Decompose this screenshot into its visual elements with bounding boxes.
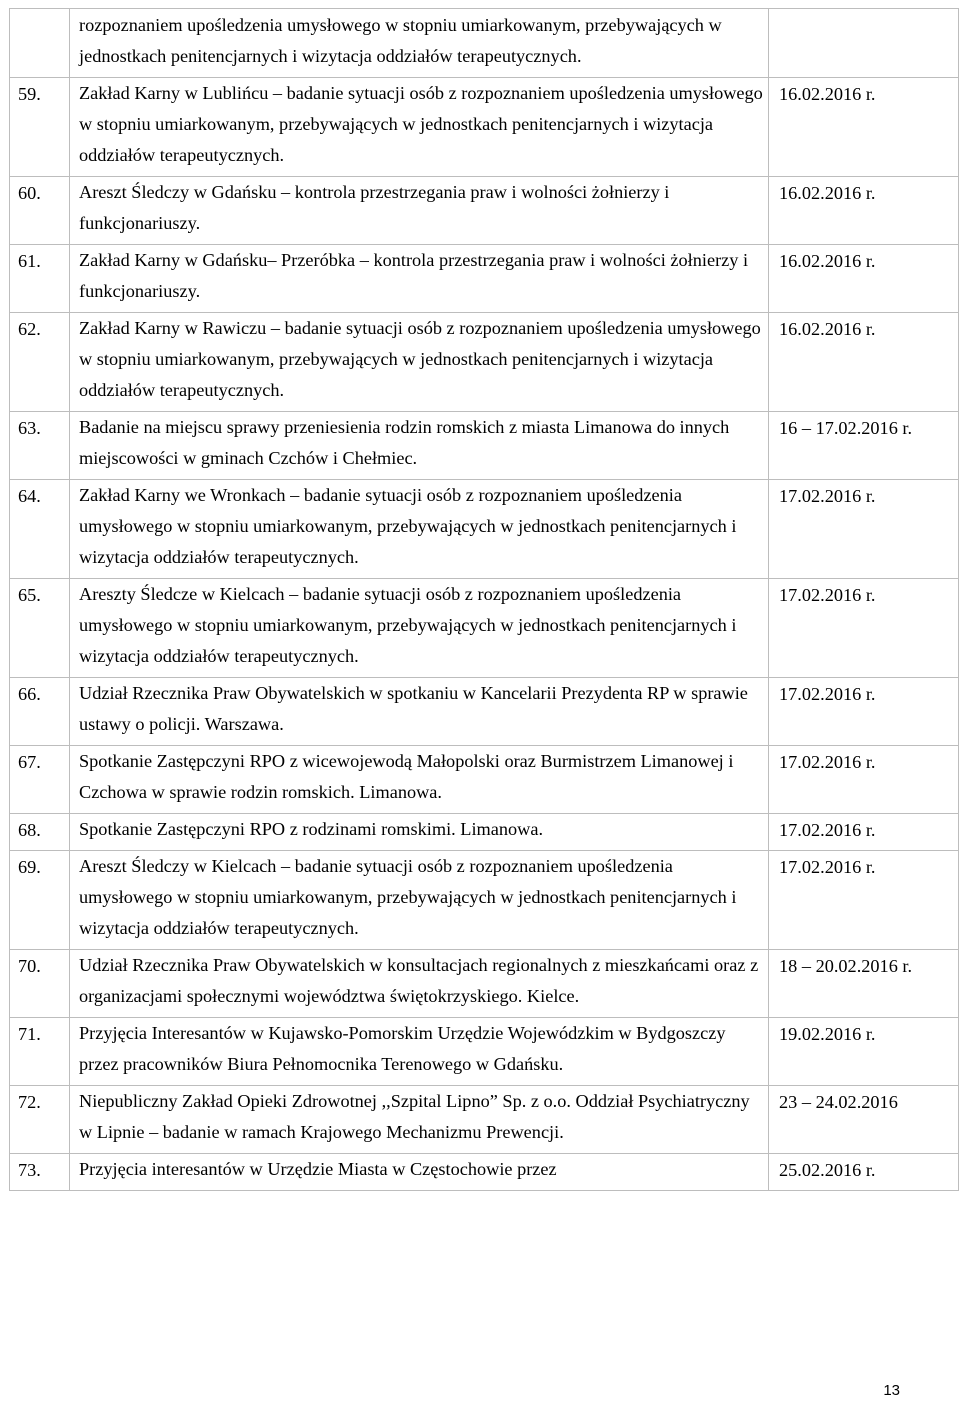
item-number: 68. xyxy=(10,814,70,851)
item-description: Udział Rzecznika Praw Obywatelskich w konsultacjach regionalnych z mieszkańcami oraz z organizacjami społecznymi województwa świętokrzyskiego. Kielce. xyxy=(70,950,769,1018)
item-description: Udział Rzecznika Praw Obywatelskich w spotkaniu w Kancelarii Prezydenta RP w sprawie ustawy o policji. Warszawa. xyxy=(70,678,769,746)
item-date: 25.02.2016 r. xyxy=(769,1154,959,1191)
item-date: 16.02.2016 r. xyxy=(769,245,959,313)
item-number: 73. xyxy=(10,1154,70,1191)
item-description: rozpoznaniem upośledzenia umysłowego w stopniu umiarkowanym, przebywających w jednostkach penitencjarnych i wizytacja oddziałów terapeutycznych. xyxy=(70,9,769,78)
item-description: Badanie na miejscu sprawy przeniesienia rodzin romskich z miasta Limanowa do innych miejscowości w gminach Czchów i Chełmiec. xyxy=(70,412,769,480)
item-number: 62. xyxy=(10,313,70,412)
item-number: 64. xyxy=(10,480,70,579)
item-date: 16.02.2016 r. xyxy=(769,313,959,412)
table-row xyxy=(10,313,959,412)
item-date: 17.02.2016 r. xyxy=(769,814,959,851)
table-row xyxy=(10,579,959,678)
item-description: Spotkanie Zastępczyni RPO z wicewojewodą Małopolski oraz Burmistrzem Limanowej i Czchowa w sprawie rodzin romskich. Limanowa. xyxy=(70,746,769,814)
item-date: 17.02.2016 r. xyxy=(769,579,959,678)
item-number: 71. xyxy=(10,1018,70,1086)
table-row xyxy=(10,1018,959,1086)
item-description: Zakład Karny w Lublińcu – badanie sytuacji osób z rozpoznaniem upośledzenia umysłowego w stopniu umiarkowanym, przebywających w jednostkach penitencjarnych i wizytacja oddziałów terapeutycznych. xyxy=(70,78,769,177)
item-date: 17.02.2016 r. xyxy=(769,480,959,579)
item-number: 60. xyxy=(10,177,70,245)
item-description: Zakład Karny w Rawiczu – badanie sytuacji osób z rozpoznaniem upośledzenia umysłowego w stopniu umiarkowanym, przebywających w jednostkach penitencjarnych i wizytacja oddziałów terapeutycznych. xyxy=(70,313,769,412)
table-row xyxy=(10,78,959,177)
item-number: 65. xyxy=(10,579,70,678)
item-description: Przyjęcia interesantów w Urzędzie Miasta w Częstochowie przez xyxy=(70,1154,769,1191)
item-number: 72. xyxy=(10,1086,70,1154)
table-row xyxy=(10,245,959,313)
page-number: 13 xyxy=(883,1382,900,1399)
item-description: Areszt Śledczy w Kielcach – badanie sytuacji osób z rozpoznaniem upośledzenia umysłowego w stopniu umiarkowanym, przebywających w jednostkach penitencjarnych i wizytacja oddziałów terapeutycznych. xyxy=(70,851,769,950)
table-row xyxy=(10,851,959,950)
item-number: 63. xyxy=(10,412,70,480)
table-row xyxy=(10,1154,959,1191)
events-table-body xyxy=(10,9,959,1191)
item-date: 23 – 24.02.2016 xyxy=(769,1086,959,1154)
item-description: Areszty Śledcze w Kielcach – badanie sytuacji osób z rozpoznaniem upośledzenia umysłowego w stopniu umiarkowanym, przebywających w jednostkach penitencjarnych i wizytacja oddziałów terapeutycznych. xyxy=(70,579,769,678)
item-date: 16.02.2016 r. xyxy=(769,78,959,177)
table-row xyxy=(10,746,959,814)
item-date: 17.02.2016 r. xyxy=(769,678,959,746)
item-date: 17.02.2016 r. xyxy=(769,746,959,814)
item-number: 61. xyxy=(10,245,70,313)
item-number: 69. xyxy=(10,851,70,950)
table-row xyxy=(10,814,959,851)
item-description: Spotkanie Zastępczyni RPO z rodzinami romskimi. Limanowa. xyxy=(70,814,769,851)
item-number: 59. xyxy=(10,78,70,177)
item-description: Zakład Karny w Gdańsku– Przeróbka – kontrola przestrzegania praw i wolności żołnierzy i funkcjonariuszy. xyxy=(70,245,769,313)
item-date: 18 – 20.02.2016 r. xyxy=(769,950,959,1018)
item-number xyxy=(10,9,70,78)
item-date: 17.02.2016 r. xyxy=(769,851,959,950)
item-description: Niepubliczny Zakład Opieki Zdrowotnej ,,Szpital Lipno” Sp. z o.o. Oddział Psychiatryczny w Lipnie – badanie w ramach Krajowego Mechanizmu Prewencji. xyxy=(70,1086,769,1154)
table-row xyxy=(10,678,959,746)
table-row xyxy=(10,480,959,579)
item-date: 16 – 17.02.2016 r. xyxy=(769,412,959,480)
item-description: Zakład Karny we Wronkach – badanie sytuacji osób z rozpoznaniem upośledzenia umysłowego w stopniu umiarkowanym, przebywających w jednostkach penitencjarnych i wizytacja oddziałów terapeutycznych. xyxy=(70,480,769,579)
table-row xyxy=(10,1086,959,1154)
item-description: Przyjęcia Interesantów w Kujawsko-Pomorskim Urzędzie Wojewódzkim w Bydgoszczy przez pracowników Biura Pełnomocnika Terenowego w Gdańsku. xyxy=(70,1018,769,1086)
item-number: 67. xyxy=(10,746,70,814)
table-row xyxy=(10,177,959,245)
item-date: 19.02.2016 r. xyxy=(769,1018,959,1086)
item-description: Areszt Śledczy w Gdańsku – kontrola przestrzegania praw i wolności żołnierzy i funkcjonariuszy. xyxy=(70,177,769,245)
table-row xyxy=(10,412,959,480)
events-table xyxy=(9,8,959,1191)
item-number: 66. xyxy=(10,678,70,746)
item-number: 70. xyxy=(10,950,70,1018)
table-row xyxy=(10,950,959,1018)
table-row xyxy=(10,9,959,78)
item-date: 16.02.2016 r. xyxy=(769,177,959,245)
item-date xyxy=(769,9,959,78)
